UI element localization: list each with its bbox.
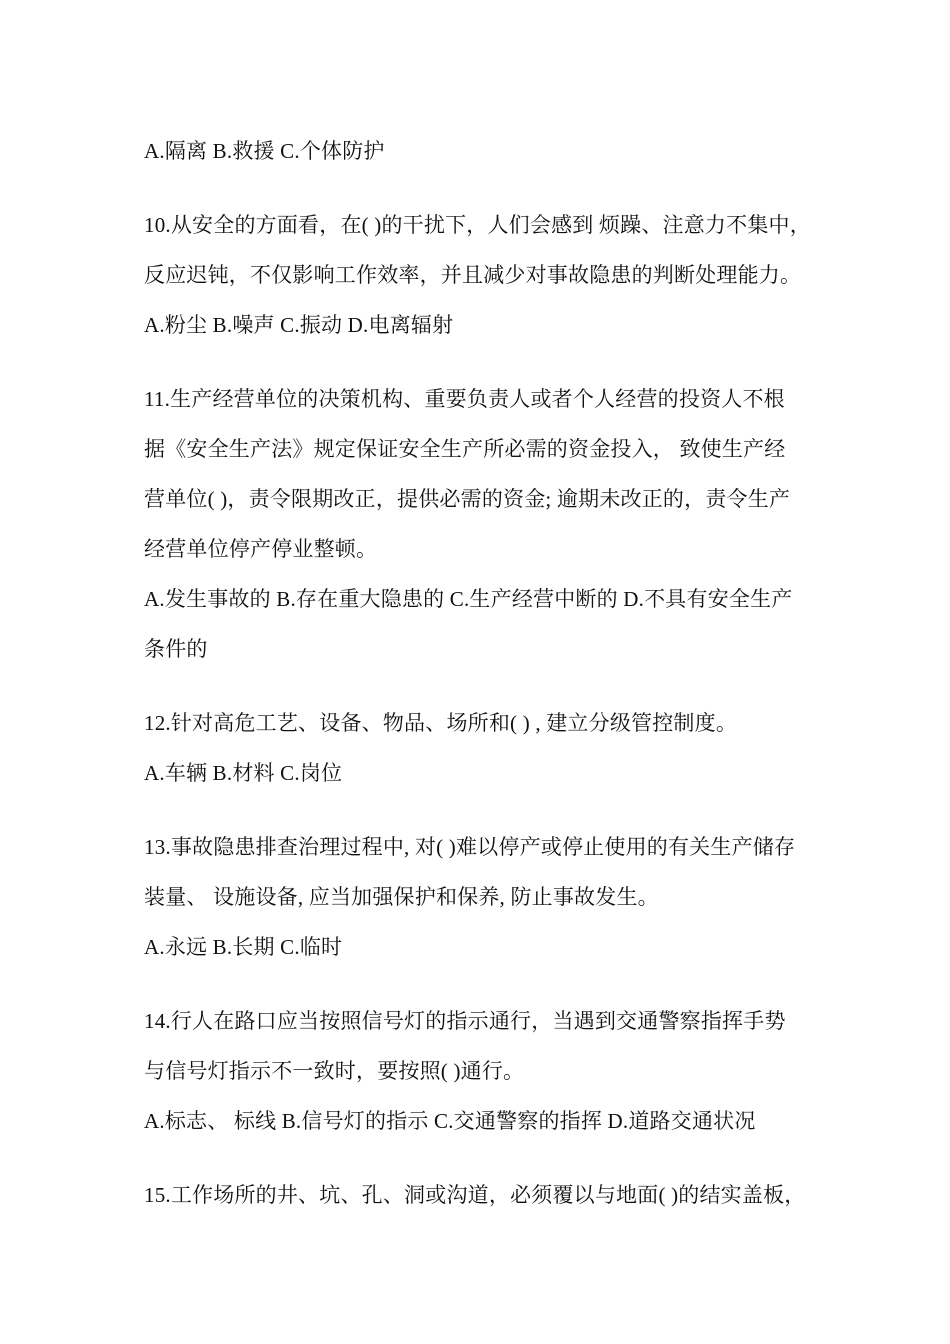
q11-stem-line2: 据《安全生产法》规定保证安全生产所必需的资金投入， 致使生产经 bbox=[144, 437, 786, 461]
q11-stem-line1: 11.生产经营单位的决策机构、重要负责人或者个人经营的投资人不根 bbox=[144, 387, 785, 411]
q12-stem-line1: 12.针对高危工艺、设备、物品、场所和( ) , 建立分级管控制度。 bbox=[144, 711, 738, 735]
q14-stem-line1: 14.行人在路口应当按照信号灯的指示通行，当遇到交通警察指挥手势 bbox=[144, 1009, 786, 1033]
q11-stem-line3: 营单位( )，责令限期改正，提供必需的资金; 逾期未改正的，责令生产 bbox=[144, 487, 791, 511]
q13-options: A.永远 B.长期 C.临时 bbox=[144, 935, 343, 959]
q15-stem-line1: 15.工作场所的井、坑、孔、洞或沟道，必须覆以与地面( )的结实盖板， bbox=[144, 1183, 806, 1207]
q14-options: A.标志、 标线 B.信号灯的指示 C.交通警察的指挥 D.道路交通状况 bbox=[144, 1109, 756, 1133]
q13-stem-line2: 装量、 设施设备, 应当加强保护和保养, 防止事故发生。 bbox=[144, 885, 659, 909]
q11-options-line2: 条件的 bbox=[144, 637, 208, 661]
q10-stem-line2: 反应迟钝，不仅影响工作效率，并且减少对事故隐患的判断处理能力。 bbox=[144, 263, 802, 287]
q10-options: A.粉尘 B.噪声 C.振动 D.电离辐射 bbox=[144, 313, 454, 337]
q12-options: A.车辆 B.材料 C.岗位 bbox=[144, 761, 343, 785]
q13-stem-line1: 13.事故隐患排查治理过程中, 对( )难以停产或停止使用的有关生产储存 bbox=[144, 835, 796, 859]
q9-options: A.隔离 B.救援 C.个体防护 bbox=[144, 139, 385, 163]
q11-options-line1: A.发生事故的 B.存在重大隐患的 C.生产经营中断的 D.不具有安全生产 bbox=[144, 587, 793, 611]
q14-stem-line2: 与信号灯指示不一致时，要按照( )通行。 bbox=[144, 1059, 525, 1083]
q10-stem-line1: 10.从安全的方面看，在( )的干扰下，人们会感到 烦躁、注意力不集中， bbox=[144, 213, 811, 237]
q11-stem-line4: 经营单位停产停业整顿。 bbox=[144, 537, 378, 561]
